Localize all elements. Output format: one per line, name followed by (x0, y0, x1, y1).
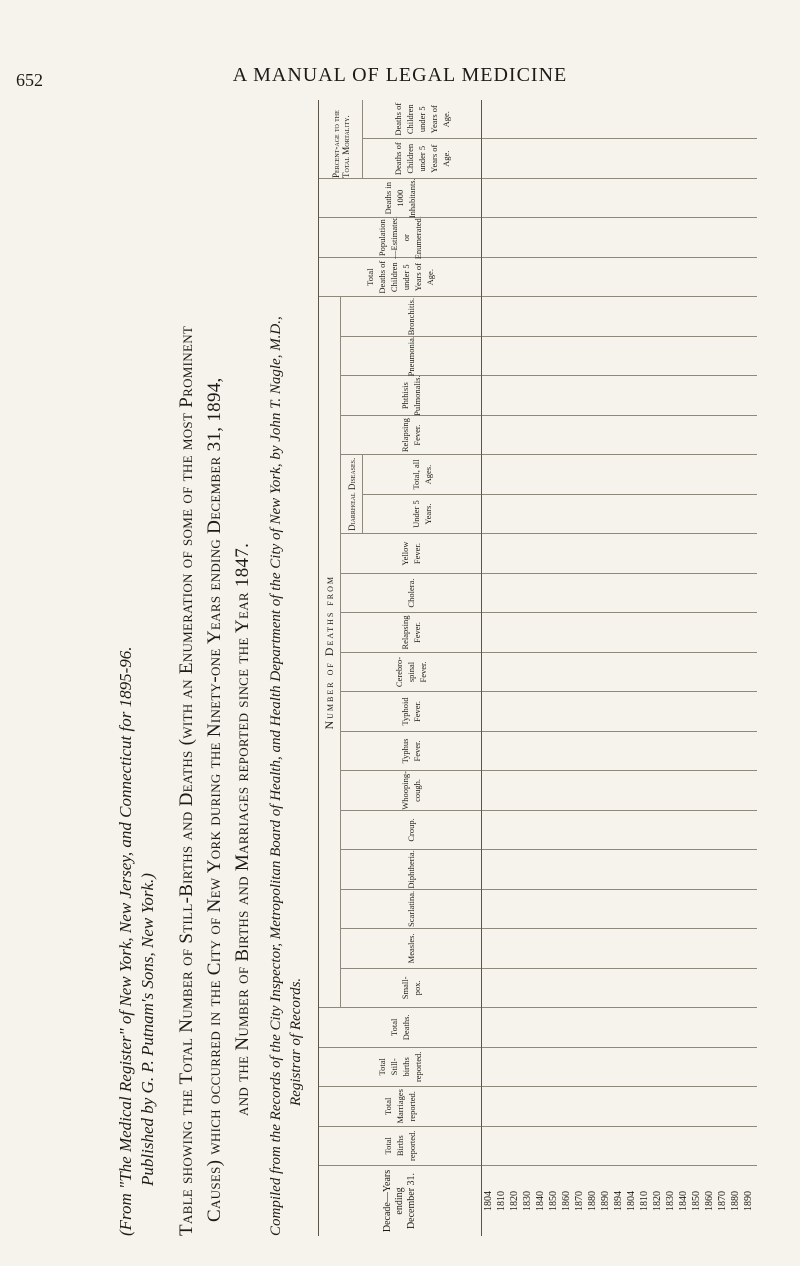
table-column (482, 1008, 757, 1047)
decade-cell: 1850 (691, 1191, 702, 1211)
table-column (482, 376, 757, 415)
decade-cell: 1880 (587, 1191, 598, 1211)
column-header: Relapsing Fever. (341, 416, 481, 455)
column-header: Diphtheria. (341, 850, 481, 889)
table-column (482, 574, 757, 613)
decade-cell: 1894 (613, 1191, 624, 1211)
column-header: Deaths in 1000 Inhabitants. (319, 179, 481, 218)
decade-cell: 1804 (626, 1191, 637, 1211)
table-column (482, 1087, 757, 1126)
table-column (482, 100, 757, 139)
column-header: Cholera. (341, 574, 481, 613)
statistics-table (318, 100, 757, 1236)
table-captions (108, 100, 308, 1236)
publisher-line: Published by G. P. Putnam's Sons, New York.) (138, 873, 157, 1186)
column-header: Yellow Fever. (341, 534, 481, 573)
diarrhoeal-group-header: Diarrhœal Diseases. (341, 455, 363, 534)
column-header: Decade—Years ending December 31. (382, 1169, 417, 1233)
decade-cell: 1810 (639, 1191, 650, 1211)
percent-group-header: Percent-age to the Total Mortality. (319, 100, 363, 179)
column-header: Deaths of Children under 5 Years of Age. (363, 140, 481, 179)
table-column (482, 218, 757, 257)
column-header: Typhoid Fever. (341, 692, 481, 731)
decade-cell: 1870 (717, 1191, 728, 1211)
column-header: Bronchitis. (341, 297, 481, 336)
decade-cell: 1880 (730, 1191, 741, 1211)
column-header: Total, all Ages. (363, 455, 481, 494)
table-column (482, 258, 757, 297)
decade-cell: 1804 (483, 1191, 494, 1211)
decade-cell: 1850 (548, 1191, 559, 1211)
column-header: Croup. (341, 811, 481, 850)
column-header: Total Deaths. (319, 1008, 481, 1047)
column-header: Total Still-births reported. (319, 1048, 481, 1087)
table-title-line-3: and the Number of Births and Marriages reported since the Year 1847. (232, 542, 253, 1116)
table-column (482, 890, 757, 929)
table-column (482, 1166, 757, 1236)
table-column (482, 1127, 757, 1166)
column-header: Total Marriages reported. (319, 1087, 481, 1126)
running-header: A MANUAL OF LEGAL MEDICINE (232, 64, 568, 86)
column-header: Small-pox. (341, 969, 481, 1008)
table-title-line-2: Causes) which occurred in the City of New York during the Ninety-one Years ending December 31, 1894, (204, 377, 225, 1222)
table-column (482, 929, 757, 968)
table-title-line-1: Table showing the Total Number of Still-Births and Deaths (with an Enumeration of some of the most Prominent (176, 325, 197, 1236)
source-line: (From "The Medical Register" of New York, New Jersey, and Connecticut for 1895-96. (116, 646, 135, 1236)
table-column (482, 337, 757, 376)
table-column (482, 732, 757, 771)
table-column (482, 140, 757, 179)
column-header: Relapsing Fever. (341, 613, 481, 652)
table-column (482, 653, 757, 692)
table-column (482, 692, 757, 731)
column-header: Measles. (341, 929, 481, 968)
table-column (482, 534, 757, 573)
decade-cell: 1820 (509, 1191, 520, 1211)
table-body (482, 100, 757, 1236)
column-header: Total Births reported. (319, 1127, 481, 1166)
decade-cell: 1890 (600, 1191, 611, 1211)
compiled-line-1: Compiled from the Records of the City Inspector, Metropolitan Board of Health, and Health Department of the City of New York, by John T. Nagle, M.D., (268, 316, 284, 1236)
table-column (482, 416, 757, 455)
decade-cell: 1810 (496, 1191, 507, 1211)
table-column (482, 1048, 757, 1087)
column-header: Phthisis Pulmonalis. (341, 376, 481, 415)
column-header: Total Deaths of Children under 5 Years of Age. (319, 258, 481, 297)
table-column (482, 455, 757, 494)
decade-cell: 1820 (652, 1191, 663, 1211)
column-header: Population—Estimated or Enumerated. (319, 218, 481, 257)
column-header: Typhus Fever. (341, 732, 481, 771)
column-header: Deaths of Children under 5 Years of Age. (363, 100, 481, 139)
decade-cell: 1860 (704, 1191, 715, 1211)
deaths-group-header: Number of Deaths from (319, 297, 341, 1008)
decade-cell: 1830 (522, 1191, 533, 1211)
table-column (482, 850, 757, 889)
table-column (482, 811, 757, 850)
table-column (482, 771, 757, 810)
compiled-line-2: Registrar of Records. (288, 977, 304, 1106)
decade-cell: 1890 (743, 1191, 754, 1211)
page-number: 652 (16, 70, 43, 90)
column-header: Cerebro-spinal Fever. (341, 653, 481, 692)
column-header: Pneumonia. (341, 337, 481, 376)
table-column (482, 969, 757, 1008)
decade-cell: 1860 (561, 1191, 572, 1211)
decade-cell: 1840 (535, 1191, 546, 1211)
decade-cell: 1840 (678, 1191, 689, 1211)
decade-cell: 1830 (665, 1191, 676, 1211)
column-header: Scarlatina. (341, 890, 481, 929)
table-header (319, 100, 482, 1236)
column-header: Under 5 Years. (363, 495, 481, 534)
table-column (482, 495, 757, 534)
rotated-table-block (108, 100, 756, 1236)
table-column (482, 297, 757, 336)
column-header: Whooping-cough. (341, 771, 481, 810)
decade-cell: 1870 (574, 1191, 585, 1211)
table-column (482, 179, 757, 218)
table-column (482, 613, 757, 652)
